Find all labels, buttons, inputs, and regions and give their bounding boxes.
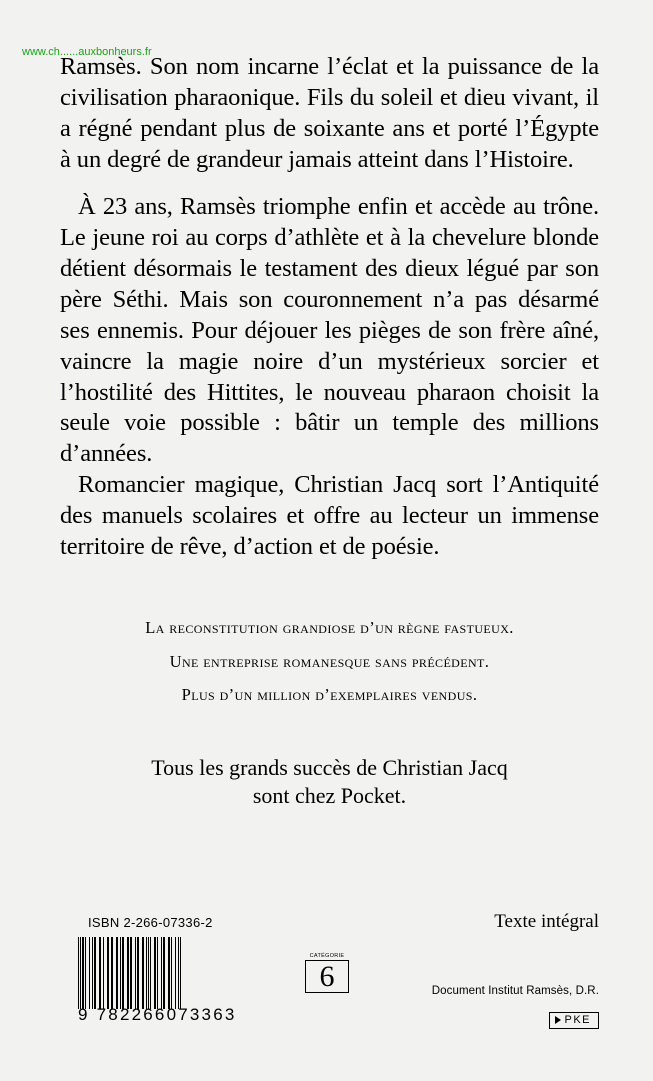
document-credit: Document Institut Ramsès, D.R. [431,985,599,997]
barcode-digits [78,1005,290,1025]
category-number: 6 [305,961,349,993]
closing-line-2: sont chez Pocket. [252,783,407,809]
cover-footer [0,905,653,1081]
category-label: CATÉGORIE [305,953,349,961]
category-box [305,953,349,993]
barcode [78,937,290,1029]
publisher-mark-label: PKE [564,1014,591,1026]
blurb-paragraph-3: Romancier magique, Christian Jacq sort l’Antiquité des manuels scolaires et offre au lecteur un immense territoire de rêve, d’action et de poésie. [60,471,599,560]
closing-line-1: Tous les grands succès de Christian Jacq [151,755,508,781]
blurb-paragraph-2: À 23 ans, Ramsès triomphe enfin et accède au trône. Le jeune roi au corps d’athlète et à la chevelure blonde détient désormais le testament des dieux légué par son père Séthi. Mais son couronnement n’a pas désarmé ses ennemis. Pour déjouer les pièges de son frère aîné, vaincre la magie noire d’un mystérieux sorcier et l’hostilité des Hittites, le nouveau pharaon choisit la seule voie possible : bâtir un temple des millions d’années. [60,193,599,468]
isbn-text: ISBN 2-266-07336-2 [88,915,213,930]
publisher-mark [549,1012,599,1029]
taglines-block [60,611,599,712]
tagline-2: Une entreprise romanesque sans précédent. [169,651,490,671]
tagline-3: Plus d’un million d’exemplaires vendus. [181,685,478,705]
barcode-digit-group: 782266073363 [96,1005,237,1024]
barcode-bars [78,937,290,1009]
blurb-paragraph-1: Ramsès. Son nom incarne l’éclat et la puissance de la civilisation pharaonique. Fils du soleil et dieu vivant, il a régné pendant plus de soixante ans et porté l’Égypte à un degré de grandeur jamais atteint dans l’Histoire. [60,53,599,173]
barcode-digit-lead: 9 [78,1005,90,1024]
texte-integral-label: Texte intégral [494,911,599,932]
watermark-label: www.ch......auxbonheurs.fr [22,46,152,58]
closing-block [60,754,599,810]
watermark-text [22,46,152,58]
tagline-1: La reconstitution grandiose d’un règne fastueux. [145,617,514,637]
triangle-icon [555,1016,561,1024]
